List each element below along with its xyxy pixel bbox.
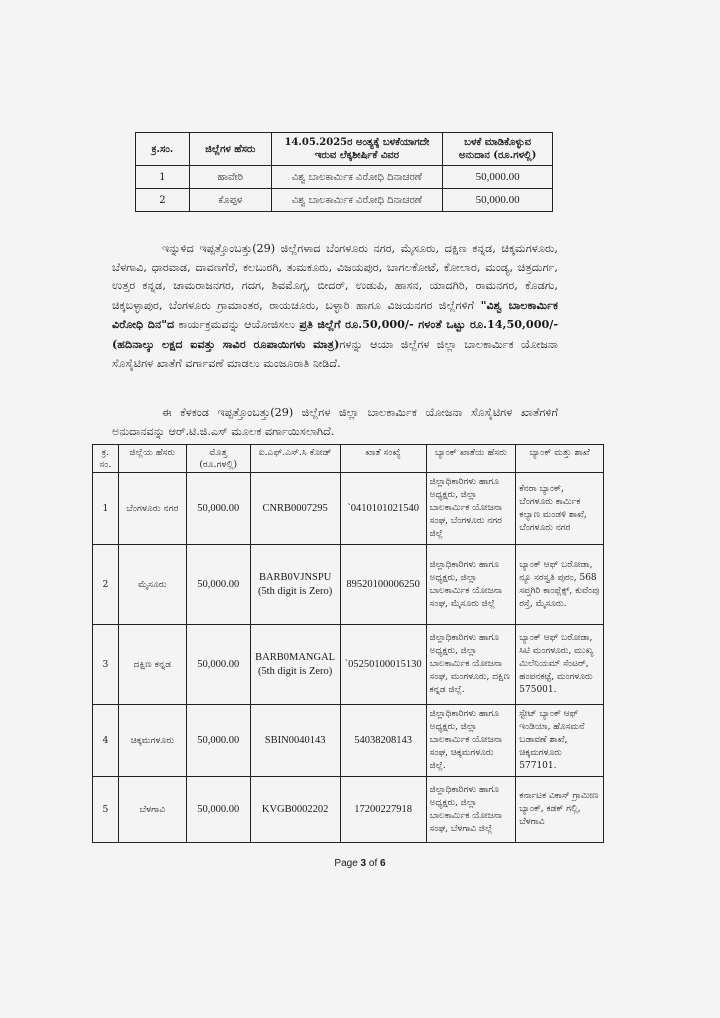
ifsc-code: BARB0VJNSPU	[258, 571, 332, 583]
cell-amount: 50,000.00	[443, 166, 553, 189]
cell-bank-branch: ಬ್ಯಾಂಕ್ ಆಫ್ ಬರೋಡಾ, ಸಿಟಿ ಮಂಗಳೂರು, ಮುಖ್ಯ ಮಿಲೆನಿಯಮ್ ಸೆಂಟರ್, ಹಂಪನಕಟ್ಟೆ, ಮಂಗಳೂರು 575001.	[516, 625, 604, 705]
para-bold-event: "ವಿಶ್ವ ಬಾಲಕಾರ್ಮಿಕ ವಿರೋಧಿ ದಿನ"ದ	[112, 297, 558, 332]
cell-district: ಹಾವೇರಿ	[189, 166, 271, 189]
ifsc-code: CNRB0007295	[262, 502, 328, 514]
cell-bank-branch: ಬ್ಯಾಂಕ್ ಆಫ್ ಬರೋಡಾ, ನ್ಯೂ ಸರಸ್ವತಿ ಪುರಂ, 568 ಸಪ್ತಗಿರಿ ಕಾಂಪ್ಲೆಕ್ಸ್, ಕುವೆಂಪು ರಸ್ತೆ, ಮೈಸೂರು.	[516, 545, 604, 625]
col-header-serial: ಕ್ರ.ಸಂ.	[136, 133, 190, 166]
col-header-amount: ಮೊತ್ತ (ರೂ.ಗಳಲ್ಲಿ)	[186, 445, 250, 473]
cell-bank-branch: ಕೆನರಾ ಬ್ಯಾಂಕ್, ಬೆಂಗಳೂರು ಕಾರ್ಮಿಕ ಕಲ್ಯಾಣ ಮಂಡಳಿ ಶಾಖೆ, ಬೆಂಗಳೂರು ನಗರ	[516, 473, 604, 545]
col-header-account-name: ಬ್ಯಾಂಕ್ ಖಾತೆಯ ಹೆಸರು	[426, 445, 516, 473]
col-header-district: ಜಿಲ್ಲೆಗಳ ಹೆಸರು	[189, 133, 271, 166]
cell-ifsc	[250, 545, 340, 625]
page-of-label: of	[366, 858, 381, 869]
cell-amount: 50,000.00	[186, 777, 250, 843]
cell-account-name: ಜಿಲ್ಲಾಧಿಕಾರಿಗಳು ಹಾಗೂ ಅಧ್ಯಕ್ಷರು, ಜಿಲ್ಲಾ ಬಾಲಕಾರ್ಮಿಕ ಯೋಜನಾ ಸಂಘ, ಬೆಳಗಾವಿ ಜಿಲ್ಲೆ	[426, 777, 516, 843]
cell-account: `05250100015130	[340, 625, 426, 705]
cell-district: ಕೊಪ್ಪಳ	[189, 189, 271, 212]
cell-bank-branch: ಸ್ಟೇಟ್ ಬ್ಯಾಂಕ್ ಆಫ್ ಇಂಡಿಯಾ, ಹೊಸಮನೆ ಬಡಾವಣೆ ಶಾಖೆ, ಚಿಕ್ಕಮಗಳೂರು 577101.	[516, 705, 604, 777]
para-text: ಈ ಕೆಳಕಂಡ ಇಪ್ಪತ್ತೊಂಬತ್ತು(29) ಜಿಲ್ಲೆಗಳ ಜಿಲ್ಲಾ ಬಾಲಕಾರ್ಮಿಕ ಯೋಜನಾ ಸೊಸೈಟಿಗಳ ಖಾತೆಗಳಿಗೆ ಅನುದಾನವನ್ನು ಆರ್.ಟಿ.ಜಿ.ಎಸ್ ಮೂಲಕ ವರ್ಗಾಯಿಸಲಾಗಿದೆ.	[112, 406, 558, 438]
cell-district: ಬೆಳಗಾವಿ	[118, 777, 186, 843]
page-label: Page	[334, 858, 361, 869]
cell-serial: 1	[136, 166, 190, 189]
table-row	[136, 189, 553, 212]
sanction-paragraph	[112, 240, 558, 373]
cell-serial: 4	[93, 705, 119, 777]
cell-serial: 2	[136, 189, 190, 212]
ifsc-code: BARB0MANGAL	[255, 651, 336, 663]
cell-account: 89520100006250	[340, 545, 426, 625]
cell-amount: 50,000.00	[186, 473, 250, 545]
grant-usage-table	[135, 132, 553, 212]
cell-serial: 5	[93, 777, 119, 843]
table-header-row	[136, 133, 553, 166]
table-row	[93, 705, 604, 777]
cell-amount: 50,000.00	[443, 189, 553, 212]
col-header-district: ಜಿಲ್ಲೆಯ ಹೆಸರು	[118, 445, 186, 473]
cell-amount: 50,000.00	[186, 625, 250, 705]
cell-ifsc	[250, 473, 340, 545]
cell-account: `0410101021540	[340, 473, 426, 545]
cell-ifsc	[250, 705, 340, 777]
col-header-ifsc: ಐ.ಎಫ್.ಎಸ್.ಸಿ ಕೋಡ್	[250, 445, 340, 473]
ifsc-note: (5th digit is Zero)	[257, 585, 333, 597]
cell-serial: 3	[93, 625, 119, 705]
para-bold-amount: ಪ್ರತಿ ಜಿಲ್ಲೆಗೆ ರೂ.50,000/- ಗಳಂತೆ ಒಟ್ಟು ರೂ.14,50,000/-(ಹದಿನಾಲ್ಕು ಲಕ್ಷದ ಐವತ್ತು ಸಾವಿರ ರೂಪಾಯಿಗಳು ಮಾತ್ರ)	[112, 317, 558, 351]
cell-bank-branch: ಕರ್ನಾಟಕ ವಿಕಾಸ್ ಗ್ರಾಮೀಣ ಬ್ಯಾಂಕ್, ಕಡಕ್ ಗಲ್ಲಿ, ಬೆಳಗಾವಿ	[516, 777, 604, 843]
cell-head: ವಿಶ್ವ ಬಾಲಕಾರ್ಮಿಕ ವಿರೋಧಿ ದಿನಾಚರಣೆ	[271, 166, 443, 189]
para-text: ಕಾರ್ಯಕ್ರಮವನ್ನು ಆಯೋಜಿಸಲು	[174, 318, 300, 332]
col-header-serial: ಕ್ರ. ಸಂ.	[93, 445, 119, 473]
cell-amount: 50,000.00	[186, 545, 250, 625]
cell-district: ದಕ್ಷಿಣ ಕನ್ನಡ	[118, 625, 186, 705]
cell-amount: 50,000.00	[186, 705, 250, 777]
bank-details-table	[92, 444, 604, 843]
para-text: ಇನ್ನುಳಿದ ಇಪ್ಪತ್ತೊಂಬತ್ತು(29) ಜಿಲ್ಲೆಗಳಾದ ಬೆಂಗಳೂರು ನಗರ, ಮೈಸೂರು, ದಕ್ಷಿಣ ಕನ್ನಡ, ಚಿಕ್ಕಮಗಳೂರು, ಬೆಳಗಾವಿ, ಧಾರವಾಡ, ದಾವಣಗೆರೆ, ಕಲಬುರಗಿ, ತುಮಕೂರು, ವಿಜಯಪುರ, ಬಾಗಲಕೋಟೆ, ಕೋಲಾರ, ಮಂಡ್ಯ, ಚಿತ್ರದುರ್ಗ, ಉತ್ತರ ಕನ್ನಡ, ಚಾಮರಾಜನಗರ, ಗದಗ, ಶಿವಮೊಗ್ಗ, ಬೀದರ್, ಉಡುಪಿ, ಹಾಸನ, ಯಾದಗಿರಿ, ರಾಮನಗರ, ಕೊಡಗು, ಚಿಕ್ಕಬಳ್ಳಾಪುರ, ಬೆಂಗಳೂರು ಗ್ರಾಮಾಂತರ, ರಾಯಚೂರು, ಬಳ್ಳಾರಿ ಹಾಗೂ ವಿಜಯನಗರ ಜಿಲ್ಲೆಗಳಿಗೆ	[112, 242, 558, 312]
cell-account-name: ಜಿಲ್ಲಾಧಿಕಾರಿಗಳು ಹಾಗೂ ಅಧ್ಯಕ್ಷರು, ಜಿಲ್ಲಾ ಬಾಲಕಾರ್ಮಿಕ ಯೋಜನಾ ಸಂಘ, ಚಿಕ್ಕಮಗಳೂರು ಜಿಲ್ಲೆ.	[426, 705, 516, 777]
cell-district: ಚಿಕ್ಕಮಗಳೂರು	[118, 705, 186, 777]
table-row	[93, 625, 604, 705]
cell-account-name: ಜಿಲ್ಲಾಧಿಕಾರಿಗಳು ಹಾಗೂ ಅಧ್ಯಕ್ಷರು, ಜಿಲ್ಲಾ ಬಾಲಕಾರ್ಮಿಕ ಯೋಜನಾ ಸಂಘ, ಮಂಗಳೂರು, ದಕ್ಷಿಣ ಕನ್ನಡ ಜಿಲ್ಲೆ.	[426, 625, 516, 705]
col-header-head-details: 14.05.2025ರ ಅಂತ್ಯಕ್ಕೆ ಬಳಕೆಯಾಗದೇ ಇರುವ ಲೆಕ್ಕಶೀರ್ಷಿಕೆ ವಿವರ	[271, 133, 443, 166]
table-row	[93, 545, 604, 625]
cell-account-name: ಜಿಲ್ಲಾಧಿಕಾರಿಗಳು ಹಾಗೂ ಅಧ್ಯಕ್ಷರು, ಜಿಲ್ಲಾ ಬಾಲಕಾರ್ಮಿಕ ಯೋಜನಾ ಸಂಘ, ಮೈಸೂರು ಜಿಲ್ಲೆ	[426, 545, 516, 625]
table-row	[136, 166, 553, 189]
table-header-row	[93, 445, 604, 473]
cell-district: ಮೈಸೂರು	[118, 545, 186, 625]
para-text: ಗಳನ್ನು ಆಯಾ ಜಿಲ್ಲೆಗಳ ಜಿಲ್ಲಾ ಬಾಲಕಾರ್ಮಿಕ ಯೋಜನಾ ಸೊಸೈಟಿಗಳ ಖಾತೆಗೆ ವರ್ಗಾವಣೆ ಮಾಡಲು ಮಂಜೂರಾತಿ ನೀಡಿದೆ.	[112, 337, 558, 370]
table-row	[93, 777, 604, 843]
page-current: 3	[360, 858, 367, 869]
cell-account-name: ಜಿಲ್ಲಾಧಿಕಾರಿಗಳು ಹಾಗೂ ಅಧ್ಯಕ್ಷರು, ಜಿಲ್ಲಾ ಬಾಲಕಾರ್ಮಿಕ ಯೋಜನಾ ಸಂಘ, ಬೆಂಗಳೂರು ನಗರ ಜಿಲ್ಲೆ	[426, 473, 516, 545]
page-total: 6	[380, 858, 386, 869]
ifsc-code: KVGB0002202	[261, 803, 329, 815]
cell-ifsc	[250, 625, 340, 705]
cell-head: ವಿಶ್ವ ಬಾಲಕಾರ್ಮಿಕ ವಿರೋಧಿ ದಿನಾಚರಣೆ	[271, 189, 443, 212]
col-header-account: ಖಾತೆ ಸಂಖ್ಯೆ	[340, 445, 426, 473]
cell-account: 54038208143	[340, 705, 426, 777]
cell-district: ಬೆಂಗಳೂರು ನಗರ	[118, 473, 186, 545]
ifsc-code: SBIN0040143	[264, 734, 326, 746]
page-number	[0, 858, 720, 869]
col-header-grant: ಬಳಕೆ ಮಾಡಿಕೊಳ್ಳುವ ಅನುದಾನ (ರೂ.ಗಳಲ್ಲಿ)	[443, 133, 553, 166]
cell-serial: 1	[93, 473, 119, 545]
cell-account: 17200227918	[340, 777, 426, 843]
col-header-bank-branch: ಬ್ಯಾಂಕ್ ಮತ್ತು ಶಾಖೆ	[516, 445, 604, 473]
ifsc-note: (5th digit is Zero)	[257, 665, 333, 677]
table-row	[93, 473, 604, 545]
transfer-paragraph	[112, 404, 558, 441]
cell-serial: 2	[93, 545, 119, 625]
cell-ifsc	[250, 777, 340, 843]
